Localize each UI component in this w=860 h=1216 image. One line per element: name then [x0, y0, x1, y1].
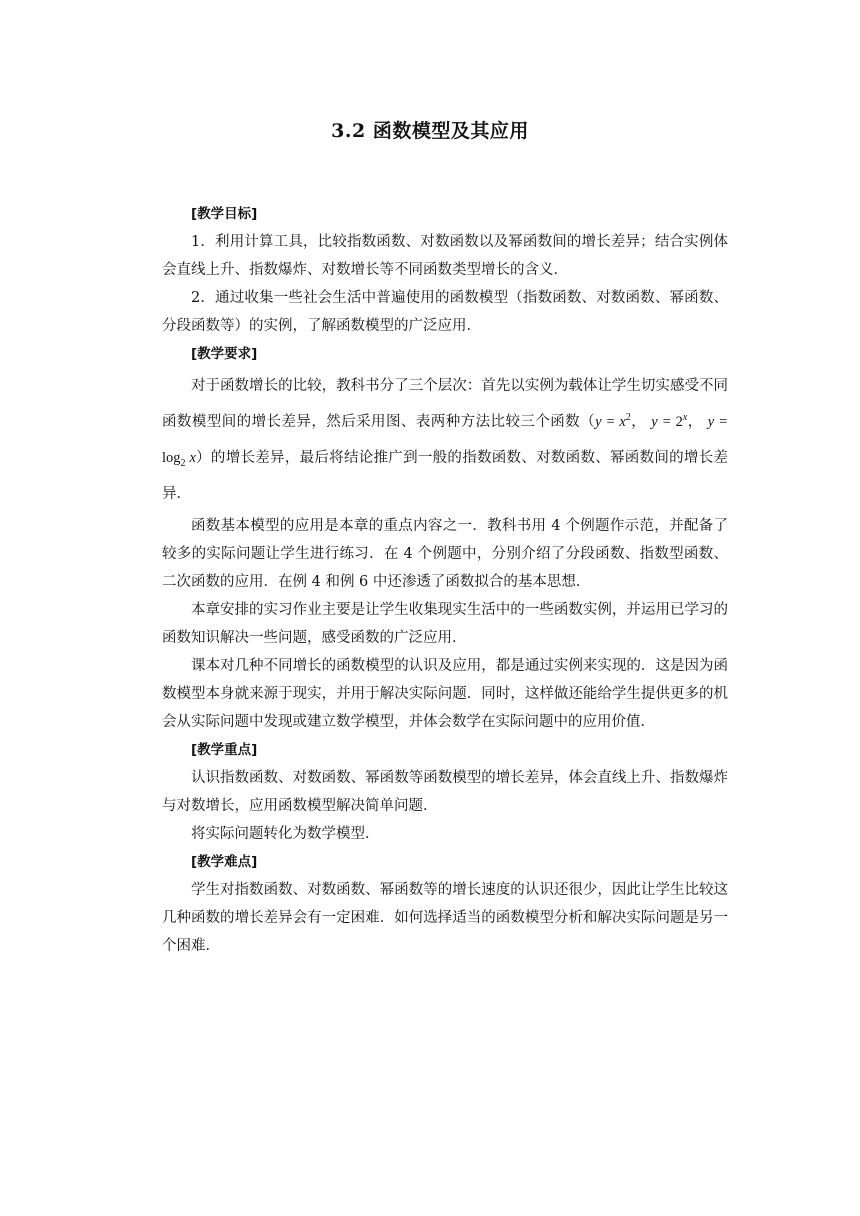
formula-y-equals-2-pow-x: $y = 2^x$	[651, 412, 688, 430]
requirements-paragraph-1	[162, 368, 728, 512]
difficulties-paragraph-1: 学生对指数函数、对数函数、幂函数等的增长速度的认识还很少，因此让学生比较这几种函数的增长差异会有一定困难．如何选择适当的函数模型分析和解决实际问题是另一个困难．	[162, 882, 728, 954]
formula-separator: ，	[630, 414, 647, 430]
document-body	[162, 200, 728, 960]
key-points-paragraph-2: 将实际问题转化为数学模型．	[191, 826, 380, 842]
requirements-paragraph-2: 函数基本模型的应用是本章的重点内容之一．教科书用 4 个例题作示范，并配备了较多的实际问题让学生进行练习．在 4 个例题中，分别介绍了分段函数、指数型函数、二次函数的应用．在例 4 和例 6 中还渗透了函数拟合的基本思想．	[162, 518, 728, 590]
formula-y-equals-log2-x: $y = \log_2 x$	[162, 414, 729, 469]
section-heading-requirements: [教学要求]	[191, 346, 258, 362]
section-heading-objectives: [教学目标]	[191, 206, 258, 222]
key-points-paragraph-1: 认识指数函数、对数函数、幂函数等函数模型的增长差异，体会直线上升、指数爆炸与对数增长，应用函数模型解决简单问题．	[162, 770, 728, 814]
objectives-paragraph-2: 2．通过收集一些社会生活中普遍使用的函数模型（指数函数、对数函数、幂函数、分段函数等）的实例，了解函数模型的广泛应用．	[162, 290, 728, 334]
requirements-paragraph-3: 本章安排的实习作业主要是让学生收集现实生活中的一些函数实例，并运用已学习的函数知识解决一些问题，感受函数的广泛应用．	[162, 602, 728, 646]
requirements-text-a: 对于函数增长的比较，教科书分了三个层次：首先以实例为载体让学生切实感受不同函数模型间的增长差异，然后采用图、表两种方法比较三个函数（	[162, 378, 728, 430]
section-heading-key-points: [教学重点]	[191, 742, 258, 758]
requirements-paragraph-4: 课本对几种不同增长的函数模型的认识及应用，都是通过实例来实现的．这是因为函数模型本身就来源于现实，并用于解决实际问题．同时，这样做还能给学生提供更多的机会从实际问题中发现或建立数学模型，并体会数学在实际问题中的应用价值．	[162, 658, 728, 730]
formula-y-equals-x-squared: $y = x^2$	[595, 412, 631, 430]
requirements-text-b: ）的增长差异，最后将结论推广到一般的指数函数、对数函数、幂函数间的增长差异．	[162, 450, 728, 502]
formula-separator: ，	[687, 414, 703, 430]
page-title: 3.2 函数模型及其应用	[331, 120, 529, 142]
objectives-paragraph-1: 1．利用计算工具，比较指数函数、对数函数以及幂函数间的增长差异；结合实例体会直线上升、指数爆炸、对数增长等不同函数类型增长的含义．	[162, 234, 728, 278]
section-heading-difficulties: [教学难点]	[191, 854, 258, 870]
